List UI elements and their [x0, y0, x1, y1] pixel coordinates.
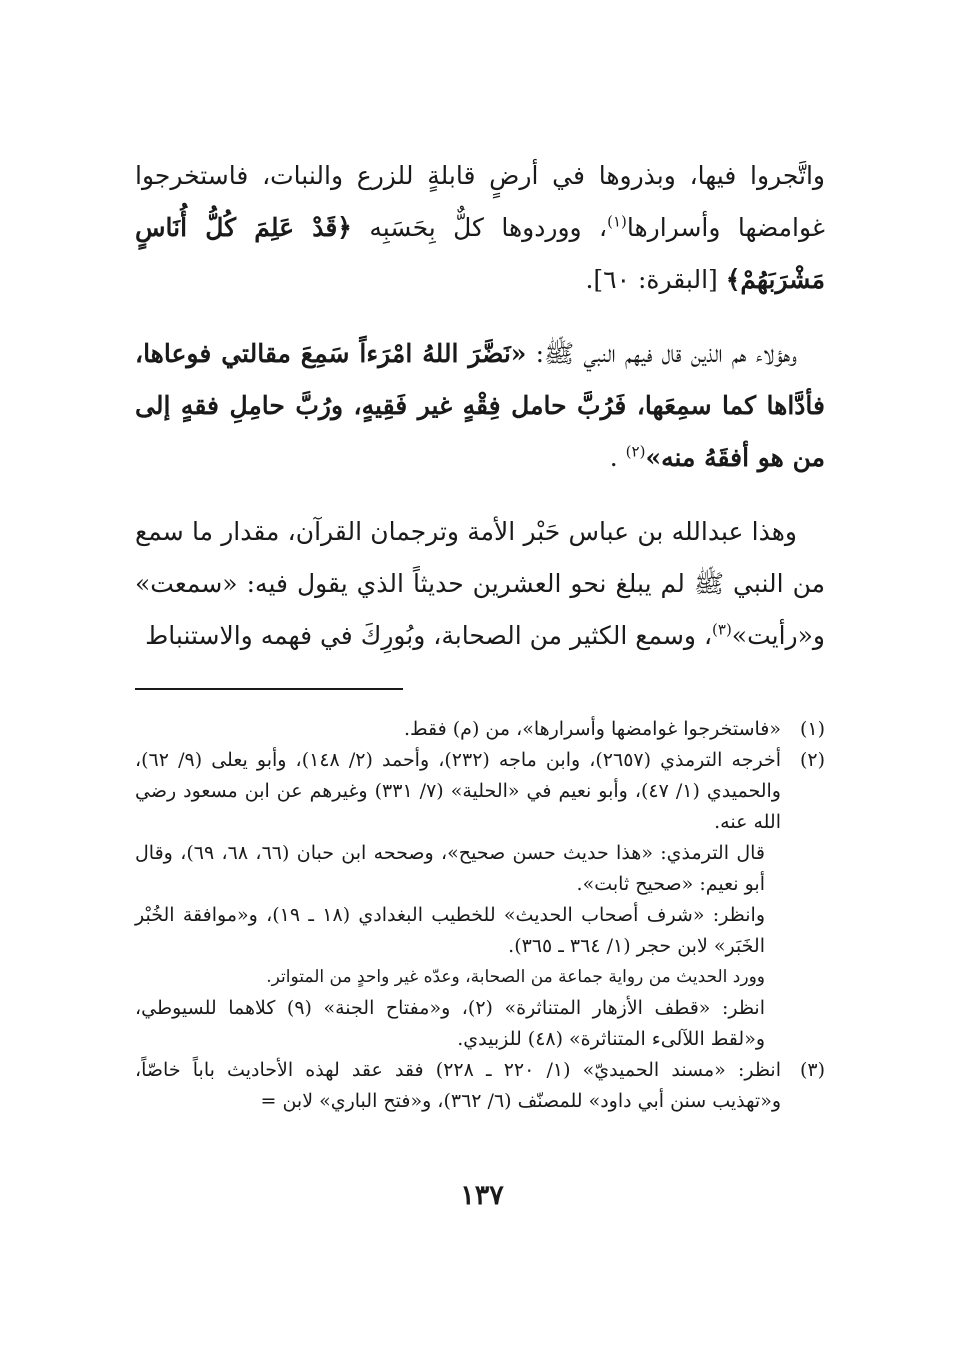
footnote-number: (٢)	[799, 749, 825, 771]
p2-end: .	[609, 443, 618, 472]
footnote-narrated: وورد الحديث من رواية جماعة من الصحابة، وعدّه غير واحدٍ من المتواتر.	[266, 967, 765, 987]
footnote-separator-wrap	[135, 684, 825, 714]
main-text	[135, 150, 825, 662]
footnote-number: (١)	[799, 718, 825, 740]
page-content	[135, 150, 825, 1117]
quran-verse: ﴿قَدْ عَلِمَ كُلُّ أُنَاسٍ مَشْرَبَهُمْ﴾	[135, 213, 825, 294]
footnote-number: (٣)	[799, 1059, 825, 1081]
p1-text: واتَّجروا فيها، وبذروها في أرضٍ قابلةٍ للزرع والنبات، فاستخرجوا غوامضها وأسرارها	[135, 161, 825, 242]
footnote-body	[135, 1055, 781, 1117]
footnote-separator	[135, 688, 403, 690]
p1-text-2: ، ووردوها كلٌّ بِحَسَبِه	[369, 213, 608, 242]
p2-intro: وهؤلاء هم الذين قال فيهم النبي ﷺ:	[535, 339, 798, 368]
footnote-1	[135, 714, 825, 745]
paragraph-2	[135, 328, 825, 484]
page-number: ١٣٧	[460, 1180, 504, 1211]
p3-text: وهذا عبدالله بن عباس حَبْر الأمة وترجمان القرآن، مقدار ما سمع من النبي ﷺ لم يبلغ نحو العشرين حديثاً الذي يقول فيه: «سمعت» و«رأيت»	[135, 517, 825, 650]
footnote-3	[135, 1055, 825, 1117]
footnote-text: أخرجه الترمذي (٢٦٥٧)، وابن ماجه (٢٣٢)، وأحمد (٢/ ١٤٨)، وأبو يعلى (٩/ ٦٢)، والحميدي (١/ ٤٧)، وأبو نعيم في «الحلية» (٧/ ٣٣١) وغيرهم عن ابن مسعود رضي الله عنه.	[135, 749, 781, 833]
paragraph-3	[135, 506, 825, 662]
footnote-ref-3: (٣)	[712, 620, 732, 639]
footnote-body	[135, 745, 781, 1055]
footnote-2	[135, 745, 825, 1055]
footnote-body	[135, 714, 781, 745]
footnotes	[135, 714, 825, 1117]
paragraph-1	[135, 150, 825, 306]
quran-citation: [البقرة: ٦٠].	[585, 265, 718, 294]
hadith-text: «نَضَّرَ اللهُ امْرَءاً سَمِعَ مقالتي فوعاها، فأدَّاها كما سمِعَها، فَرُبَّ حامل فِقْهٍ غير فَقِيهٍ، ورُبَّ حامِلِ فقهٍ إلى من هو أفقَهُ منه»	[135, 339, 825, 472]
footnote-see-2: انظر: «قطف الأزهار المتناثرة» (٢)، و«مفتاح الجنة» (٩) كلاهما للسيوطي، و«لقط اللآلىء المتناثرة» (٤٨) للزبيدي.	[135, 997, 765, 1050]
footnote-text: انظر: «مسند الحميديّ» (١/ ٢٢٠ ـ ٢٢٨) فقد عقد لهذه الأحاديث باباً خاصّاً، و«تهذيب سنن أبي داود» للمصنّف (٦/ ٣٦٢)، و«فتح الباري» لابن =	[135, 1059, 781, 1112]
p3-text-2: ، وسمع الكثير من الصحابة، وبُورِكَ في فهمه والاستنباط	[145, 621, 713, 650]
footnote-ref-2: (٢)	[625, 442, 646, 461]
footnote-tirmidhi: قال الترمذي: «هذا حديث حسن صحيح»، وصححه ابن حبان (٦٦، ٦٨، ٦٩)، وقال أبو نعيم: «صحيح ثابت».	[135, 842, 766, 895]
footnote-text: «فاستخرجوا غوامضها وأسرارها»، من (م) فقط.	[403, 718, 781, 740]
footnote-ref-1: (١)	[607, 212, 627, 231]
footnote-see: وانظر: «شرف أصحاب الحديث» للخطيب البغدادي (١٨ ـ ١٩)، و«موافقة الخُبْر الخَبَر» لابن حجر (١/ ٣٦٤ ـ ٣٦٥).	[135, 904, 766, 957]
